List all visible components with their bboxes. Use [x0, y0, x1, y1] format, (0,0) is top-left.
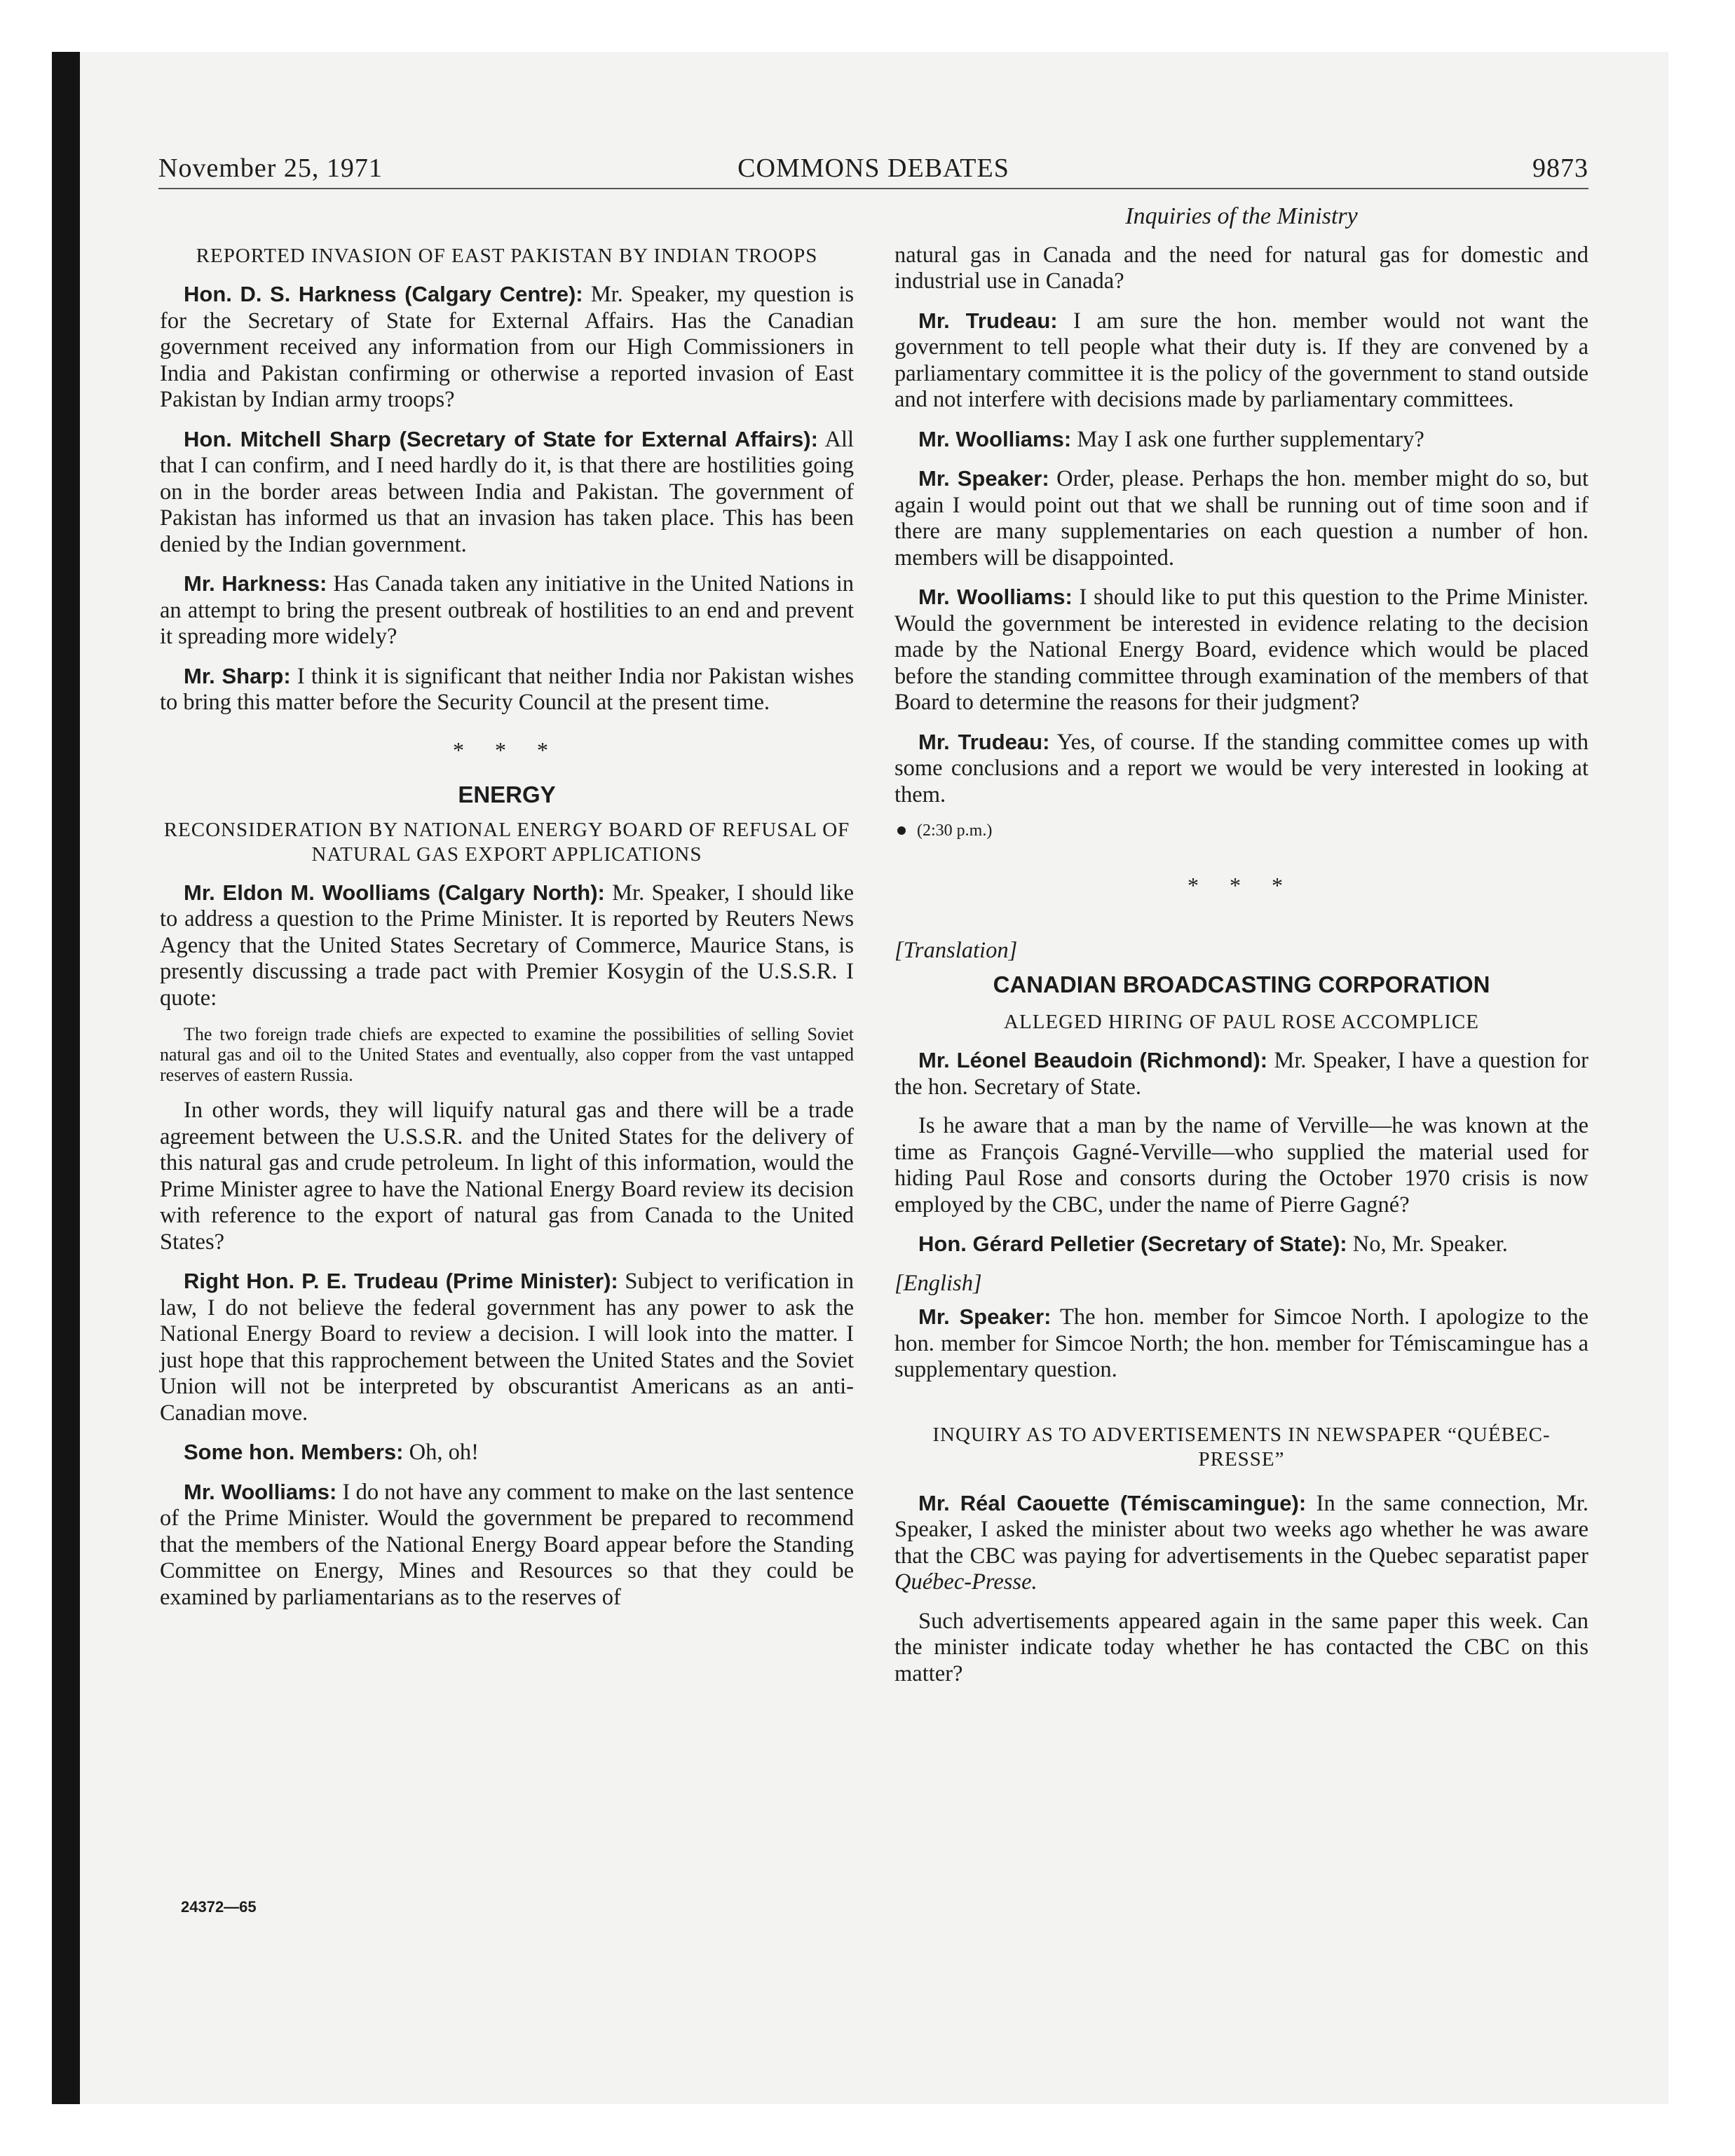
speech-paragraph: [160, 281, 854, 414]
speech-text: All that I can confirm, and I need hardly do it, is that there are hostilities going on in the border areas between India and Pakistan. The government of Pakistan has informed us that an invasion has taken place. This has been denied by the Indian government.: [160, 426, 854, 557]
subsection-heading-reconsideration: RECONSIDERATION BY NATIONAL ENERGY BOARD OF REFUSAL OF NATURAL GAS EXPORT APPLICATIONS: [163, 818, 850, 866]
speech-text: Subject to verification in law, I do not believe the federal government has any power to ask the National Energy Board to review a decision. I will look into the matter. I just hope that this rapprochement between the United States and the Soviet Union will not be interpreted by obscurantist Americans as an anti-Canadian move.: [160, 1269, 854, 1426]
newspaper-title: Québec-Presse.: [894, 1569, 1037, 1595]
left-column: [160, 203, 854, 1920]
speaker-name: Mr. Woolliams:: [184, 1479, 337, 1504]
speaker-name: Some hon. Members:: [184, 1440, 404, 1464]
speech-text: Oh, oh!: [403, 1440, 479, 1465]
speaker-name: Mr. Trudeau:: [918, 729, 1050, 754]
speaker-name: Mr. Woolliams:: [918, 585, 1073, 609]
block-quote: The two foreign trade chiefs are expected to examine the possibilities of selling Soviet natural gas and oil to the United States and eventually, also copper from the vast untapped reserves of eastern Russia.: [160, 1024, 854, 1085]
speech-paragraph: [160, 1439, 854, 1466]
speech-paragraph: [160, 571, 854, 650]
speech-text: Mr. Speaker, I should like to address a question to the Prime Minister. It is reported by Reuters News Agency that the United States Secretary of Commerce, Maurice Stans, is presently discussing a trade pact with Premier Kosygin of the U.S.S.R. I quote:: [160, 880, 854, 1011]
speaker-name: Hon. Mitchell Sharp (Secretary of State for External Affairs):: [184, 426, 818, 451]
speech-text: May I ask one further supplementary?: [1071, 426, 1424, 452]
speaker-name: Mr. Woolliams:: [918, 426, 1072, 451]
bullet-dot-icon: [897, 826, 906, 835]
speech-text: I think it is significant that neither India nor Pakistan wishes to bring this matter before the Security Council at the present time.: [160, 663, 854, 715]
speech-text: Has Canada taken any initiative in the United Nations in an attempt to bring the present outbreak of hostilities to an end and prevent it spreading more widely?: [160, 571, 854, 649]
speech-text: Mr. Speaker, I have a question for the hon. Secretary of State.: [894, 1048, 1588, 1100]
speaker-name: Mr. Eldon M. Woolliams (Calgary North):: [184, 880, 605, 905]
time-stamp: (2:30 p.m.): [917, 821, 993, 840]
speech-paragraph: [160, 1268, 854, 1426]
speech-text: No, Mr. Speaker.: [1347, 1231, 1508, 1257]
section-separator: * * *: [1188, 872, 1295, 898]
section-heading-energy: ENERGY: [458, 782, 556, 807]
speech-paragraph: [894, 729, 1588, 809]
speaker-name: Hon. Gérard Pelletier (Secretary of State):: [918, 1231, 1347, 1256]
header-date: November 25, 1971: [158, 153, 383, 183]
speech-text: The hon. member for Simcoe North. I apologize to the hon. member for Simcoe North; the hon. member for Témiscamingue has a supplementary question.: [894, 1304, 1588, 1382]
speech-text: Mr. Speaker, my question is for the Secretary of State for External Affairs. Has the Canadian government received any information from our High Commissioners in India and Pakistan confirming or otherwise a reported invasion of East Pakistan by Indian army troops?: [160, 282, 854, 412]
speech-paragraph: [160, 426, 854, 559]
speaker-name: Mr. Sharp:: [184, 663, 291, 688]
speech-paragraph: Such advertisements appeared again in the same paper this week. Can the minister indicate today whether he has contacted the CBC on this matter?: [894, 1608, 1588, 1686]
speech-paragraph: [160, 880, 854, 1012]
speaker-name: Mr. Speaker:: [918, 1304, 1052, 1329]
speaker-name: Right Hon. P. E. Trudeau (Prime Minister):: [184, 1269, 618, 1293]
speech-paragraph: [894, 1231, 1588, 1258]
header-page-number: 9873: [1532, 153, 1588, 183]
header-publication: COMMONS DEBATES: [737, 153, 1009, 183]
running-header: [158, 153, 1588, 189]
section-heading-cbc: CANADIAN BROADCASTING CORPORATION: [993, 971, 1490, 997]
subsection-heading-paul-rose: ALLEGED HIRING OF PAUL ROSE ACCOMPLICE: [1004, 1011, 1479, 1033]
footer-print-number: 24372—65: [181, 1898, 257, 1916]
subsection-heading-quebec-presse: INQUIRY AS TO ADVERTISEMENTS IN NEWSPAPER “QUÉBEC-PRESSE”: [932, 1423, 1551, 1471]
speech-text: In the same connection, Mr. Speaker, I asked the minister about two weeks ago whether he was aware that the CBC was paying for advertisements in the Quebec separatist paper: [894, 1490, 1588, 1569]
speech-paragraph: natural gas in Canada and the need for natural gas for domestic and industrial use in Canada?: [894, 242, 1588, 294]
speaker-name: Mr. Trudeau:: [918, 308, 1058, 333]
speech-paragraph: [894, 426, 1588, 453]
speech-text: I am sure the hon. member would not want the government to tell people what their duty is. If they are convened by a parliamentary committee it is the policy of the government to stand outside and not interfere with decisions made by parliamentary committees.: [894, 308, 1588, 412]
speech-paragraph: Is he aware that a man by the name of Verville—he was known at the time as François Gagné-Verville—who supplied the material used for hiding Paul Rose and consorts during the October 1970 crisis is now employed by the CBC, under the name of Pierre Gagné?: [894, 1113, 1588, 1217]
speaker-name: Mr. Léonel Beaudoin (Richmond):: [918, 1048, 1268, 1072]
speech-paragraph: [894, 584, 1588, 716]
speech-text: Yes, of course. If the standing committee comes up with some conclusions and a report we would be very interested in looking at them.: [894, 729, 1588, 807]
speech-paragraph: [894, 465, 1588, 571]
section-separator: * * *: [453, 737, 561, 763]
section-heading-pakistan: REPORTED INVASION OF EAST PAKISTAN BY INDIAN TROOPS: [196, 245, 818, 267]
speech-paragraph: [894, 1490, 1588, 1596]
speech-text: Order, please. Perhaps the hon. member might do so, but again I would point out that we shall be running out of time soon and if there are many supplementaries on each question a number of hon. members will be disappointed.: [894, 466, 1588, 571]
translation-note: [Translation]: [894, 938, 1018, 963]
speaker-name: Mr. Réal Caouette (Témiscamingue):: [918, 1490, 1307, 1515]
right-column: [894, 203, 1588, 1920]
speaker-name: Hon. D. S. Harkness (Calgary Centre):: [184, 282, 583, 306]
english-note: [English]: [894, 1270, 982, 1296]
time-marker: [894, 818, 1588, 845]
speech-paragraph: [894, 308, 1588, 414]
speaker-name: Mr. Speaker:: [918, 466, 1049, 491]
speech-text: I should like to put this question to the Prime Minister. Would the government be interested in evidence relating to the decision made by the National Energy Board, evidence which would be placed before the standing committee through examination of the members of that Board to determine the reasons for their judgment?: [894, 585, 1589, 715]
speech-text: I do not have any comment to make on the last sentence of the Prime Minister. Would the government be prepared to recommend that the members of the National Energy Board appear before the Standing Committee on Energy, Mines and Resources so that they could be examined by parliamentarians as to the reserves of: [160, 1479, 854, 1610]
speaker-name: Mr. Harkness:: [184, 571, 327, 596]
speech-paragraph: [894, 1047, 1588, 1100]
speech-paragraph: [160, 663, 854, 716]
speech-paragraph: In other words, they will liquify natural gas and there will be a trade agreement between the U.S.S.R. and the United States for the delivery of this natural gas and crude petroleum. In light of this information, would the Prime Minister agree to have the National Energy Board review its decision with reference to the export of natural gas from Canada to the United States?: [160, 1098, 854, 1255]
speech-paragraph: [894, 1304, 1588, 1384]
running-section-title: Inquiries of the Ministry: [1125, 203, 1358, 229]
speech-paragraph: [160, 1479, 854, 1611]
